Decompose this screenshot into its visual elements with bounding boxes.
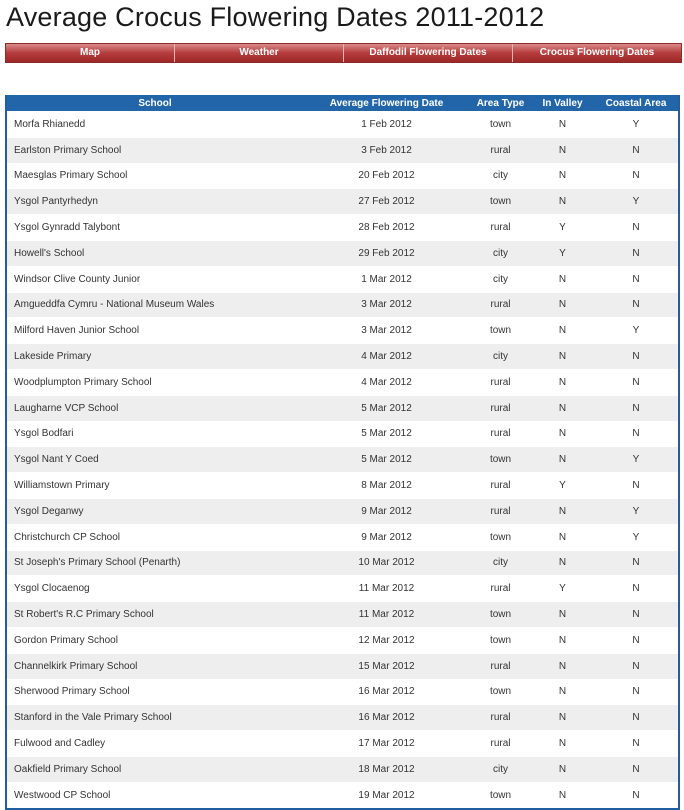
cell-average-flowering-date: 29 Feb 2012 xyxy=(303,240,470,266)
table-row xyxy=(7,112,678,138)
cell-area-type: town xyxy=(470,318,531,344)
cell-coastal-area: N xyxy=(594,550,678,576)
top-nav-bar xyxy=(5,43,682,63)
cell-coastal-area: N xyxy=(594,215,678,241)
cell-average-flowering-date: 3 Mar 2012 xyxy=(303,292,470,318)
cell-school: Ysgol Deganwy xyxy=(7,498,303,524)
cell-average-flowering-date: 9 Mar 2012 xyxy=(303,498,470,524)
cell-school: Ysgol Bodfari xyxy=(7,421,303,447)
table-header-row xyxy=(7,95,678,112)
cell-average-flowering-date: 10 Mar 2012 xyxy=(303,550,470,576)
cell-area-type: town xyxy=(470,112,531,138)
cell-in-valley: N xyxy=(531,731,594,757)
flowering-dates-table-container xyxy=(5,95,680,810)
cell-average-flowering-date: 11 Mar 2012 xyxy=(303,576,470,602)
cell-average-flowering-date: 18 Mar 2012 xyxy=(303,756,470,782)
col-header-coastal-area: Coastal Area xyxy=(594,95,678,112)
cell-average-flowering-date: 5 Mar 2012 xyxy=(303,421,470,447)
cell-school: Fulwood and Cadley xyxy=(7,731,303,757)
cell-coastal-area: N xyxy=(594,782,678,807)
cell-coastal-area: Y xyxy=(594,189,678,215)
table-row xyxy=(7,189,678,215)
cell-average-flowering-date: 1 Feb 2012 xyxy=(303,112,470,138)
cell-area-type: rural xyxy=(470,369,531,395)
table-row xyxy=(7,524,678,550)
cell-in-valley: N xyxy=(531,447,594,473)
cell-average-flowering-date: 12 Mar 2012 xyxy=(303,627,470,653)
cell-average-flowering-date: 5 Mar 2012 xyxy=(303,395,470,421)
cell-average-flowering-date: 5 Mar 2012 xyxy=(303,447,470,473)
cell-coastal-area: N xyxy=(594,473,678,499)
cell-school: Christchurch CP School xyxy=(7,524,303,550)
table-row xyxy=(7,266,678,292)
table-row xyxy=(7,395,678,421)
table-body xyxy=(7,112,678,808)
cell-area-type: town xyxy=(470,782,531,807)
cell-in-valley: Y xyxy=(531,473,594,499)
cell-coastal-area: N xyxy=(594,421,678,447)
cell-school: Westwood CP School xyxy=(7,782,303,807)
nav-crocus-flowering-dates[interactable]: Crocus Flowering Dates xyxy=(539,47,655,58)
cell-in-valley: N xyxy=(531,602,594,628)
cell-average-flowering-date: 15 Mar 2012 xyxy=(303,653,470,679)
cell-in-valley: N xyxy=(531,653,594,679)
nav-daffodil-flowering-dates[interactable]: Daffodil Flowering Dates xyxy=(344,44,513,62)
cell-area-type: city xyxy=(470,344,531,370)
cell-school: Gordon Primary School xyxy=(7,627,303,653)
col-header-area-type: Area Type xyxy=(470,95,531,112)
cell-average-flowering-date: 8 Mar 2012 xyxy=(303,473,470,499)
table-row xyxy=(7,731,678,757)
table-row xyxy=(7,137,678,163)
cell-area-type: rural xyxy=(470,576,531,602)
table-row xyxy=(7,679,678,705)
page-title: Average Crocus Flowering Dates 2011-2012 xyxy=(6,2,545,32)
cell-in-valley: N xyxy=(531,705,594,731)
cell-coastal-area: N xyxy=(594,369,678,395)
cell-school: Oakfield Primary School xyxy=(7,756,303,782)
col-header-in-valley: In Valley xyxy=(531,95,594,112)
cell-area-type: city xyxy=(470,240,531,266)
table-row xyxy=(7,369,678,395)
cell-in-valley: N xyxy=(531,550,594,576)
cell-in-valley: N xyxy=(531,627,594,653)
cell-area-type: town xyxy=(470,627,531,653)
cell-coastal-area: Y xyxy=(594,112,678,138)
cell-average-flowering-date: 4 Mar 2012 xyxy=(303,344,470,370)
cell-average-flowering-date: 3 Feb 2012 xyxy=(303,137,470,163)
cell-in-valley: N xyxy=(531,524,594,550)
table-row xyxy=(7,344,678,370)
cell-school: St Robert's R.C Primary School xyxy=(7,602,303,628)
table-row xyxy=(7,318,678,344)
cell-school: Woodplumpton Primary School xyxy=(7,369,303,395)
cell-in-valley: N xyxy=(531,498,594,524)
cell-average-flowering-date: 17 Mar 2012 xyxy=(303,731,470,757)
table-row xyxy=(7,421,678,447)
cell-in-valley: N xyxy=(531,344,594,370)
cell-area-type: city xyxy=(470,163,531,189)
cell-coastal-area: N xyxy=(594,395,678,421)
cell-in-valley: N xyxy=(531,163,594,189)
cell-in-valley: N xyxy=(531,266,594,292)
cell-coastal-area: Y xyxy=(594,447,678,473)
cell-school: Ysgol Clocaenog xyxy=(7,576,303,602)
table-row xyxy=(7,705,678,731)
cell-in-valley: N xyxy=(531,679,594,705)
table-row xyxy=(7,602,678,628)
cell-area-type: rural xyxy=(470,395,531,421)
cell-school: Maesglas Primary School xyxy=(7,163,303,189)
cell-area-type: rural xyxy=(470,498,531,524)
nav-map[interactable]: Map xyxy=(6,44,175,62)
cell-in-valley: N xyxy=(531,756,594,782)
cell-in-valley: N xyxy=(531,782,594,807)
table-row xyxy=(7,240,678,266)
col-header-school: School xyxy=(7,95,303,112)
cell-area-type: rural xyxy=(470,705,531,731)
cell-coastal-area: Y xyxy=(594,498,678,524)
cell-coastal-area: N xyxy=(594,756,678,782)
cell-area-type: rural xyxy=(470,731,531,757)
nav-weather[interactable]: Weather xyxy=(175,44,344,62)
cell-in-valley: N xyxy=(531,189,594,215)
cell-in-valley: Y xyxy=(531,215,594,241)
cell-coastal-area: N xyxy=(594,627,678,653)
table-row xyxy=(7,653,678,679)
cell-in-valley: N xyxy=(531,395,594,421)
cell-in-valley: N xyxy=(531,421,594,447)
cell-area-type: town xyxy=(470,602,531,628)
cell-coastal-area: N xyxy=(594,679,678,705)
flowering-dates-table xyxy=(7,95,678,808)
cell-area-type: town xyxy=(470,447,531,473)
cell-school: Amgueddfa Cymru - National Museum Wales xyxy=(7,292,303,318)
cell-coastal-area: N xyxy=(594,705,678,731)
cell-average-flowering-date: 11 Mar 2012 xyxy=(303,602,470,628)
table-row xyxy=(7,782,678,807)
col-header-average-flowering-date: Average Flowering Date xyxy=(303,95,470,112)
cell-area-type: city xyxy=(470,550,531,576)
cell-area-type: rural xyxy=(470,473,531,499)
cell-average-flowering-date: 16 Mar 2012 xyxy=(303,705,470,731)
cell-school: Sherwood Primary School xyxy=(7,679,303,705)
cell-average-flowering-date: 1 Mar 2012 xyxy=(303,266,470,292)
cell-in-valley: Y xyxy=(531,576,594,602)
cell-school: Ysgol Nant Y Coed xyxy=(7,447,303,473)
cell-coastal-area: N xyxy=(594,344,678,370)
table-row xyxy=(7,576,678,602)
cell-school: Milford Haven Junior School xyxy=(7,318,303,344)
table-row xyxy=(7,473,678,499)
table-row xyxy=(7,756,678,782)
cell-school: Howell's School xyxy=(7,240,303,266)
cell-in-valley: N xyxy=(531,137,594,163)
cell-average-flowering-date: 16 Mar 2012 xyxy=(303,679,470,705)
cell-coastal-area: N xyxy=(594,137,678,163)
cell-coastal-area: N xyxy=(594,266,678,292)
cell-area-type: rural xyxy=(470,653,531,679)
cell-in-valley: N xyxy=(531,112,594,138)
cell-coastal-area: N xyxy=(594,731,678,757)
cell-area-type: city xyxy=(470,266,531,292)
cell-school: Lakeside Primary xyxy=(7,344,303,370)
cell-area-type: rural xyxy=(470,215,531,241)
cell-coastal-area: N xyxy=(594,240,678,266)
cell-coastal-area: Y xyxy=(594,318,678,344)
cell-average-flowering-date: 19 Mar 2012 xyxy=(303,782,470,807)
cell-coastal-area: N xyxy=(594,576,678,602)
table-row xyxy=(7,627,678,653)
cell-area-type: city xyxy=(470,756,531,782)
cell-coastal-area: N xyxy=(594,653,678,679)
table-row xyxy=(7,550,678,576)
cell-coastal-area: N xyxy=(594,292,678,318)
cell-in-valley: N xyxy=(531,292,594,318)
cell-school: Windsor Clive County Junior xyxy=(7,266,303,292)
cell-school: Channelkirk Primary School xyxy=(7,653,303,679)
table-row xyxy=(7,163,678,189)
cell-area-type: rural xyxy=(470,421,531,447)
cell-in-valley: N xyxy=(531,369,594,395)
table-row xyxy=(7,498,678,524)
cell-school: Ysgol Gynradd Talybont xyxy=(7,215,303,241)
cell-average-flowering-date: 20 Feb 2012 xyxy=(303,163,470,189)
cell-in-valley: Y xyxy=(531,240,594,266)
cell-school: Laugharne VCP School xyxy=(7,395,303,421)
cell-average-flowering-date: 3 Mar 2012 xyxy=(303,318,470,344)
cell-area-type: town xyxy=(470,679,531,705)
cell-coastal-area: Y xyxy=(594,524,678,550)
cell-area-type: town xyxy=(470,524,531,550)
cell-school: St Joseph's Primary School (Penarth) xyxy=(7,550,303,576)
cell-average-flowering-date: 28 Feb 2012 xyxy=(303,215,470,241)
cell-school: Morfa Rhianedd xyxy=(7,112,303,138)
cell-coastal-area: N xyxy=(594,163,678,189)
cell-area-type: rural xyxy=(470,292,531,318)
table-row xyxy=(7,292,678,318)
cell-average-flowering-date: 9 Mar 2012 xyxy=(303,524,470,550)
table-row xyxy=(7,215,678,241)
cell-coastal-area: N xyxy=(594,602,678,628)
cell-area-type: rural xyxy=(470,137,531,163)
cell-school: Earlston Primary School xyxy=(7,137,303,163)
cell-school: Williamstown Primary xyxy=(7,473,303,499)
cell-school: Ysgol Pantyrhedyn xyxy=(7,189,303,215)
cell-average-flowering-date: 27 Feb 2012 xyxy=(303,189,470,215)
cell-area-type: town xyxy=(470,189,531,215)
table-row xyxy=(7,447,678,473)
cell-school: Stanford in the Vale Primary School xyxy=(7,705,303,731)
cell-in-valley: N xyxy=(531,318,594,344)
cell-average-flowering-date: 4 Mar 2012 xyxy=(303,369,470,395)
